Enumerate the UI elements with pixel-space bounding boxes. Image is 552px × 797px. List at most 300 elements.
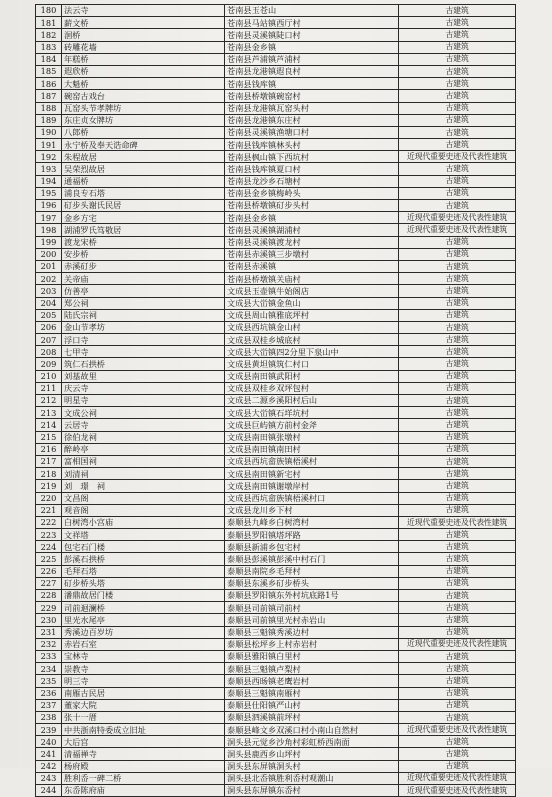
table-row xyxy=(36,541,516,553)
site-category: 古建筑 xyxy=(399,65,516,77)
site-name: 崇教寺 xyxy=(62,663,225,675)
row-number: 196 xyxy=(36,200,62,212)
site-name: 八郎桥 xyxy=(62,126,225,138)
table-row xyxy=(36,151,516,163)
row-number: 230 xyxy=(36,614,62,626)
site-category: 古建筑 xyxy=(399,663,516,675)
site-category: 古建筑 xyxy=(399,90,516,102)
site-location: 文成县南田镇新宅村 xyxy=(225,468,399,480)
row-number: 227 xyxy=(36,577,62,589)
table-row xyxy=(36,590,516,602)
row-number: 214 xyxy=(36,419,62,431)
site-category: 古建筑 xyxy=(399,504,516,516)
site-category: 古建筑 xyxy=(399,126,516,138)
site-name: 彭溪石拱桥 xyxy=(62,553,225,565)
site-category: 古建筑 xyxy=(399,321,516,333)
row-number: 225 xyxy=(36,553,62,565)
table-row xyxy=(36,102,516,114)
site-name: 关帝庙 xyxy=(62,273,225,285)
table-row xyxy=(36,480,516,492)
site-location: 文成县南田镇武阳村 xyxy=(225,370,399,382)
table-row xyxy=(36,29,516,41)
site-name: 朱程故居 xyxy=(62,151,225,163)
table-row xyxy=(36,212,516,224)
site-location: 苍南县龙港镇东庄村 xyxy=(225,114,399,126)
table-row xyxy=(36,163,516,175)
table-row xyxy=(36,90,516,102)
site-name: 遐欣桥 xyxy=(62,65,225,77)
site-location: 文成县南田镇张墩村 xyxy=(225,431,399,443)
table-row xyxy=(36,346,516,358)
site-location: 文成县西坑畲族镇梧溪村 xyxy=(225,455,399,467)
row-number: 195 xyxy=(36,187,62,199)
site-location: 泰顺县三魁镇卢梨村 xyxy=(225,663,399,675)
row-number: 192 xyxy=(36,151,62,163)
site-location: 苍南县灵溪镇渔塘口村 xyxy=(225,126,399,138)
site-name: 大魁桥 xyxy=(62,78,225,90)
table-row xyxy=(36,577,516,589)
row-number: 201 xyxy=(36,260,62,272)
row-number: 211 xyxy=(36,382,62,394)
site-name: 薪文桥 xyxy=(62,17,225,29)
site-location: 苍南县钱库镇 xyxy=(225,78,399,90)
table-row xyxy=(36,114,516,126)
table-row xyxy=(36,687,516,699)
site-location: 苍南县钱库镇林头村 xyxy=(225,139,399,151)
site-name: 明星寺 xyxy=(62,395,225,407)
site-location: 苍南县桥墩镇矴步头村 xyxy=(225,200,399,212)
table-row xyxy=(36,53,516,65)
row-number: 219 xyxy=(36,480,62,492)
site-location: 文成县大峃镇石垟坑村 xyxy=(225,407,399,419)
site-location: 泰顺县峰文乡双溪口村小南山自然村 xyxy=(225,724,399,736)
table-row xyxy=(36,431,516,443)
site-category: 古建筑 xyxy=(399,358,516,370)
table-row xyxy=(36,358,516,370)
site-location: 苍南县金乡镇梅岭头 xyxy=(225,187,399,199)
row-number: 181 xyxy=(36,17,62,29)
row-number: 180 xyxy=(36,5,62,17)
site-category: 古建筑 xyxy=(399,285,516,297)
row-number: 188 xyxy=(36,102,62,114)
site-name: 大后宫 xyxy=(62,736,225,748)
row-number: 182 xyxy=(36,29,62,41)
row-number: 184 xyxy=(36,53,62,65)
site-location: 苍南县玉苍山 xyxy=(225,5,399,17)
site-location: 文成县二源乡溪阳村后山 xyxy=(225,395,399,407)
row-number: 198 xyxy=(36,224,62,236)
site-location: 文成县巨屿镇方前村金斧 xyxy=(225,419,399,431)
site-location: 文成县大峃镇四2分里下泉山中 xyxy=(225,346,399,358)
row-number: 240 xyxy=(36,736,62,748)
site-category: 古建筑 xyxy=(399,602,516,614)
table-row xyxy=(36,17,516,29)
site-name: 渡龙宋桥 xyxy=(62,236,225,248)
row-number: 205 xyxy=(36,309,62,321)
row-number: 203 xyxy=(36,285,62,297)
site-name: 徐伯龙祠 xyxy=(62,431,225,443)
site-category: 古建筑 xyxy=(399,175,516,187)
site-location: 文成县龙川乡下村 xyxy=(225,504,399,516)
site-name: 瓦窑头节孝牌坊 xyxy=(62,102,225,114)
site-name: 矴步桥头塔 xyxy=(62,577,225,589)
site-category: 古建筑 xyxy=(399,529,516,541)
site-location: 文成县西坑镇金山村 xyxy=(225,321,399,333)
table-row xyxy=(36,614,516,626)
site-category: 古建筑 xyxy=(399,297,516,309)
row-number: 208 xyxy=(36,346,62,358)
site-name: 张十一厝 xyxy=(62,711,225,723)
site-location: 泰顺县仕阳镇严山村 xyxy=(225,699,399,711)
row-number: 213 xyxy=(36,407,62,419)
site-name: 富相国祠 xyxy=(62,455,225,467)
site-category: 古建筑 xyxy=(399,346,516,358)
row-number: 236 xyxy=(36,687,62,699)
site-category: 古建筑 xyxy=(399,248,516,260)
table-row xyxy=(36,407,516,419)
site-name: 文昌阁 xyxy=(62,492,225,504)
table-row xyxy=(36,711,516,723)
site-category: 古建筑 xyxy=(399,163,516,175)
row-number: 206 xyxy=(36,321,62,333)
table-row xyxy=(36,724,516,736)
heritage-register-table xyxy=(35,4,516,797)
site-name: 文祥塔 xyxy=(62,529,225,541)
site-name: 云居寺 xyxy=(62,419,225,431)
site-name: 包宅石门楼 xyxy=(62,541,225,553)
site-location: 文成县南田镇南田村 xyxy=(225,443,399,455)
row-number: 216 xyxy=(36,443,62,455)
table-body xyxy=(36,5,516,797)
site-category: 古建筑 xyxy=(399,590,516,602)
site-name: 董家大院 xyxy=(62,699,225,711)
site-category: 古建筑 xyxy=(399,687,516,699)
row-number: 212 xyxy=(36,395,62,407)
row-number: 187 xyxy=(36,90,62,102)
site-category: 古建筑 xyxy=(399,5,516,17)
site-name: 仿善亭 xyxy=(62,285,225,297)
site-name: 清福禅寺 xyxy=(62,748,225,760)
site-location: 洞头县元觉乡沙角村彩虹桥西南面 xyxy=(225,736,399,748)
site-category: 古建筑 xyxy=(399,260,516,272)
site-location: 洞头县东屏镇洞头村 xyxy=(225,760,399,772)
site-category: 古建筑 xyxy=(399,382,516,394)
site-category: 古建筑 xyxy=(399,419,516,431)
table-row xyxy=(36,175,516,187)
site-name: 通福桥 xyxy=(62,175,225,187)
row-number: 197 xyxy=(36,212,62,224)
site-location: 苍南县龙沙乡石塘村 xyxy=(225,175,399,187)
site-name: 矴步头谢氏民居 xyxy=(62,200,225,212)
site-location: 文成县双桂乡城底村 xyxy=(225,334,399,346)
site-category: 古建筑 xyxy=(399,626,516,638)
site-location: 苍南县龙港镇遐良村 xyxy=(225,65,399,77)
site-name: 洄桥 xyxy=(62,29,225,41)
row-number: 202 xyxy=(36,273,62,285)
row-number: 226 xyxy=(36,565,62,577)
row-number: 237 xyxy=(36,699,62,711)
row-number: 233 xyxy=(36,650,62,662)
row-number: 243 xyxy=(36,772,62,784)
site-location: 泰顺县九峰乡白树湾村 xyxy=(225,516,399,528)
site-category: 古建筑 xyxy=(399,455,516,467)
site-category: 近现代重要史迹及代表性建筑 xyxy=(399,638,516,650)
row-number: 209 xyxy=(36,358,62,370)
row-number: 185 xyxy=(36,65,62,77)
site-category: 古建筑 xyxy=(399,699,516,711)
site-category: 古建筑 xyxy=(399,53,516,65)
site-name: 法云寺 xyxy=(62,5,225,17)
site-location: 苍南县赤溪镇 xyxy=(225,260,399,272)
site-category: 古建筑 xyxy=(399,577,516,589)
table-row xyxy=(36,41,516,53)
table-row xyxy=(36,187,516,199)
row-number: 190 xyxy=(36,126,62,138)
table-row xyxy=(36,78,516,90)
site-name: 永宁桥及奉天诰命碑 xyxy=(62,139,225,151)
site-location: 泰顺县南院乡毛拜村 xyxy=(225,565,399,577)
site-category: 古建筑 xyxy=(399,309,516,321)
site-location: 泰顺县西旸镇老鹰岩村 xyxy=(225,675,399,687)
site-category: 近现代重要史迹及代表性建筑 xyxy=(399,224,516,236)
site-category: 近现代重要史迹及代表性建筑 xyxy=(399,212,516,224)
site-location: 泰顺县雅阳镇白里村 xyxy=(225,650,399,662)
site-category: 古建筑 xyxy=(399,541,516,553)
site-name: 赤岩石室 xyxy=(62,638,225,650)
site-name: 宝林寺 xyxy=(62,650,225,662)
site-location: 苍南县芦浦镇芦浦村 xyxy=(225,53,399,65)
table-row xyxy=(36,200,516,212)
site-category: 古建筑 xyxy=(399,41,516,53)
table-row xyxy=(36,443,516,455)
site-location: 苍南县桥墩镇碗窑村 xyxy=(225,90,399,102)
row-number: 235 xyxy=(36,675,62,687)
site-location: 泰顺县新浦乡包宅村 xyxy=(225,541,399,553)
site-category: 古建筑 xyxy=(399,395,516,407)
site-location: 文成县双桂乡双坪包村 xyxy=(225,382,399,394)
site-location: 泰顺县司前镇司前村 xyxy=(225,602,399,614)
site-category: 近现代重要史迹及代表性建筑 xyxy=(399,151,516,163)
site-category: 古建筑 xyxy=(399,17,516,29)
site-category: 古建筑 xyxy=(399,78,516,90)
row-number: 193 xyxy=(36,163,62,175)
row-number: 210 xyxy=(36,370,62,382)
site-location: 泰顺县司前镇里光村赤岩山 xyxy=(225,614,399,626)
table-row xyxy=(36,468,516,480)
row-number: 200 xyxy=(36,248,62,260)
site-category: 古建筑 xyxy=(399,29,516,41)
site-name: 金山节孝坊 xyxy=(62,321,225,333)
site-category: 古建筑 xyxy=(399,736,516,748)
row-number: 244 xyxy=(36,785,62,797)
site-category: 古建筑 xyxy=(399,443,516,455)
table-row xyxy=(36,297,516,309)
table-row xyxy=(36,565,516,577)
table-row xyxy=(36,248,516,260)
table-row xyxy=(36,748,516,760)
site-name: 里光水尾亭 xyxy=(62,614,225,626)
site-name: 东庄贞女牌坊 xyxy=(62,114,225,126)
site-location: 洞头县东屏镇东岙村 xyxy=(225,785,399,797)
table-row xyxy=(36,5,516,17)
site-category: 古建筑 xyxy=(399,565,516,577)
table-row xyxy=(36,285,516,297)
row-number: 191 xyxy=(36,139,62,151)
row-number: 232 xyxy=(36,638,62,650)
site-name: 观音阁 xyxy=(62,504,225,516)
table-row xyxy=(36,638,516,650)
table-row xyxy=(36,699,516,711)
site-category: 古建筑 xyxy=(399,614,516,626)
table-row xyxy=(36,334,516,346)
table-row xyxy=(36,760,516,772)
site-category: 古建筑 xyxy=(399,675,516,687)
row-number: 222 xyxy=(36,516,62,528)
site-name: 年糕桥 xyxy=(62,53,225,65)
site-location: 泰顺县三魁镇南雁村 xyxy=(225,687,399,699)
site-category: 古建筑 xyxy=(399,114,516,126)
row-number: 189 xyxy=(36,114,62,126)
site-location: 泰顺县罗阳镇塔坪路 xyxy=(225,529,399,541)
row-number: 194 xyxy=(36,175,62,187)
site-name: 醉岭亭 xyxy=(62,443,225,455)
site-name: 郑公祠 xyxy=(62,297,225,309)
site-location: 苍南县赤溪镇三步墩村 xyxy=(225,248,399,260)
table-row xyxy=(36,492,516,504)
row-number: 199 xyxy=(36,236,62,248)
row-number: 207 xyxy=(36,334,62,346)
site-name: 潘鼎故居门楼 xyxy=(62,590,225,602)
table-row xyxy=(36,419,516,431)
table-row xyxy=(36,650,516,662)
site-location: 文成县西坑畲族镇梧溪村口 xyxy=(225,492,399,504)
table-row xyxy=(36,139,516,151)
site-category: 近现代重要史迹及代表性建筑 xyxy=(399,772,516,784)
site-location: 洞头县鹿西乡山坪村 xyxy=(225,748,399,760)
row-number: 215 xyxy=(36,431,62,443)
site-category: 古建筑 xyxy=(399,650,516,662)
site-name: 刘基故里 xyxy=(62,370,225,382)
table-row xyxy=(36,626,516,638)
site-name: 文成公祠 xyxy=(62,407,225,419)
site-location: 泰顺县罗阳镇东外村坑底路1号 xyxy=(225,590,399,602)
site-location: 文成县周山镇雅底坪村 xyxy=(225,309,399,321)
row-number: 239 xyxy=(36,724,62,736)
site-name: 浦良专石塔 xyxy=(62,187,225,199)
site-name: 金乡方宅 xyxy=(62,212,225,224)
site-name: 庆云寺 xyxy=(62,382,225,394)
site-name: 明三寺 xyxy=(62,675,225,687)
table-row xyxy=(36,309,516,321)
site-name: 湖浦罗氏笃敬居 xyxy=(62,224,225,236)
site-category: 古建筑 xyxy=(399,492,516,504)
site-category: 近现代重要史迹及代表性建筑 xyxy=(399,724,516,736)
site-name: 刘清祠 xyxy=(62,468,225,480)
site-name: 碗窑古戏台 xyxy=(62,90,225,102)
site-category: 古建筑 xyxy=(399,480,516,492)
site-category: 近现代重要史迹及代表性建筑 xyxy=(399,516,516,528)
site-category: 古建筑 xyxy=(399,236,516,248)
table-row xyxy=(36,736,516,748)
site-category: 古建筑 xyxy=(399,187,516,199)
site-category: 古建筑 xyxy=(399,139,516,151)
site-name: 白树湾小宫庙 xyxy=(62,516,225,528)
site-location: 泰顺县彭溪镇彭溪中村石门 xyxy=(225,553,399,565)
site-name: 东岙陈府庙 xyxy=(62,785,225,797)
row-number: 228 xyxy=(36,590,62,602)
site-name: 秀溪边百岁坊 xyxy=(62,626,225,638)
site-category: 古建筑 xyxy=(399,748,516,760)
row-number: 223 xyxy=(36,529,62,541)
table-row xyxy=(36,516,516,528)
row-number: 204 xyxy=(36,297,62,309)
table-row xyxy=(36,224,516,236)
table-row xyxy=(36,321,516,333)
site-name: 筑仁石拱桥 xyxy=(62,358,225,370)
site-category: 古建筑 xyxy=(399,431,516,443)
row-number: 231 xyxy=(36,626,62,638)
table-row xyxy=(36,395,516,407)
table-row xyxy=(36,529,516,541)
site-category: 古建筑 xyxy=(399,407,516,419)
table-row xyxy=(36,65,516,77)
row-number: 234 xyxy=(36,663,62,675)
table-row xyxy=(36,382,516,394)
site-name: 陆氏宗祠 xyxy=(62,309,225,321)
site-location: 苍南县灵溪镇渡龙村 xyxy=(225,236,399,248)
row-number: 218 xyxy=(36,468,62,480)
table-row xyxy=(36,455,516,467)
row-number: 221 xyxy=(36,504,62,516)
table-row xyxy=(36,260,516,272)
site-name: 司前迴澜桥 xyxy=(62,602,225,614)
site-location: 文成县黄坦镇筑仁村口 xyxy=(225,358,399,370)
row-number: 238 xyxy=(36,711,62,723)
row-number: 217 xyxy=(36,455,62,467)
site-location: 苍南县灵溪镇湖浦村 xyxy=(225,224,399,236)
site-location: 文成县玉壶镇牛始阁店 xyxy=(225,285,399,297)
site-location: 泰顺县松坪乡上村赤岩村 xyxy=(225,638,399,650)
site-category: 古建筑 xyxy=(399,273,516,285)
site-category: 古建筑 xyxy=(399,334,516,346)
site-location: 苍南县金乡镇 xyxy=(225,41,399,53)
site-name: 中共浙南特委成立旧址 xyxy=(62,724,225,736)
row-number: 242 xyxy=(36,760,62,772)
site-location: 苍南县枫山镇下西坑村 xyxy=(225,151,399,163)
site-category: 古建筑 xyxy=(399,200,516,212)
site-location: 文成县南田镇谢墩岸村 xyxy=(225,480,399,492)
site-name: 南雁古民居 xyxy=(62,687,225,699)
site-location: 苍南县金乡镇 xyxy=(225,212,399,224)
site-name: 杨府殿 xyxy=(62,760,225,772)
table-row xyxy=(36,602,516,614)
site-name: 胜利岙一碑二桥 xyxy=(62,772,225,784)
row-number: 241 xyxy=(36,748,62,760)
site-category: 古建筑 xyxy=(399,553,516,565)
site-category: 古建筑 xyxy=(399,102,516,114)
site-location: 苍南县马站镇西厅村 xyxy=(225,17,399,29)
table-row xyxy=(36,370,516,382)
site-location: 泰顺县东溪乡矴步桥头 xyxy=(225,577,399,589)
table-row xyxy=(36,273,516,285)
table-row xyxy=(36,785,516,797)
site-category: 古建筑 xyxy=(399,468,516,480)
table-row xyxy=(36,504,516,516)
table-row xyxy=(36,553,516,565)
site-location: 文成县大峃镇金鱼山 xyxy=(225,297,399,309)
site-location: 苍南县桥墩镇关庙村 xyxy=(225,273,399,285)
site-location: 泰顺县泗溪镇前坪村 xyxy=(225,711,399,723)
